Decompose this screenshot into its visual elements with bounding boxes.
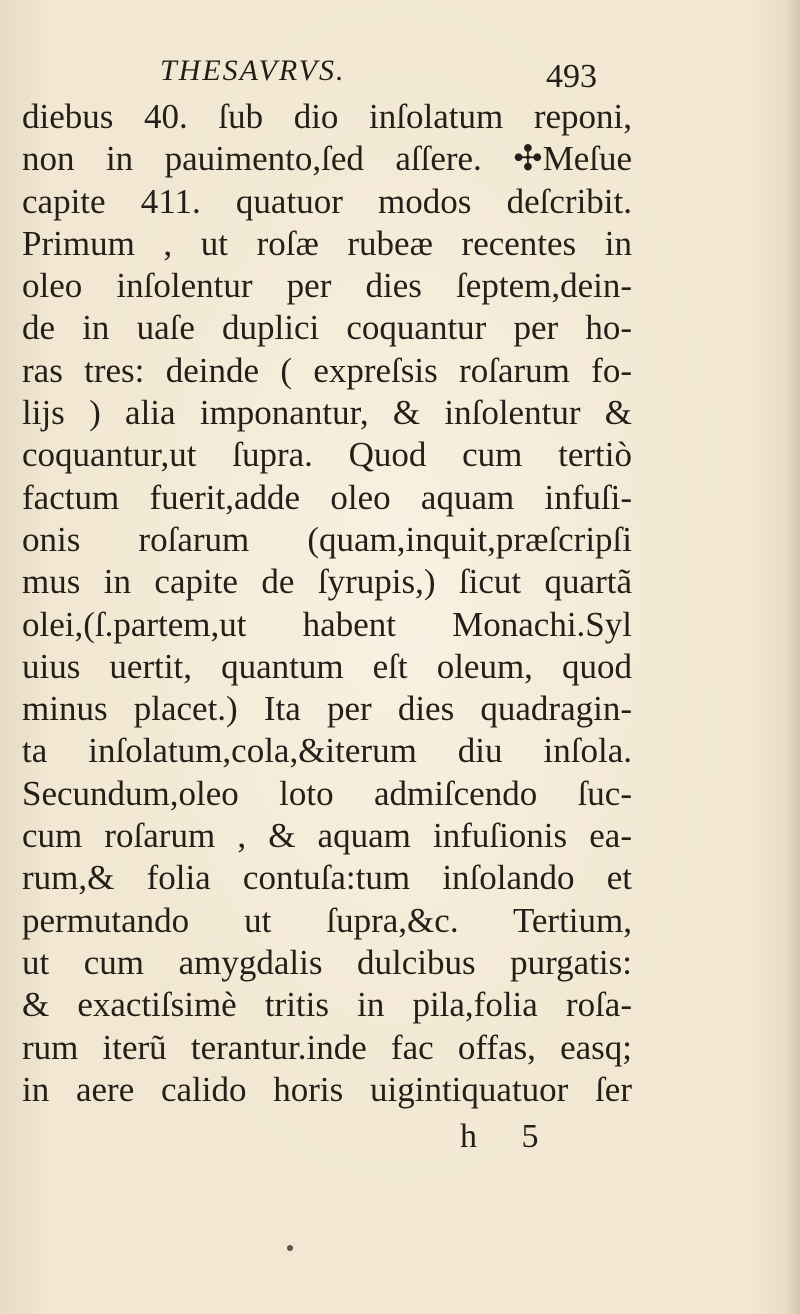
- ink-speck: [287, 1245, 293, 1251]
- text-line: lijs ) alia imponantur, & inſolentur &: [22, 393, 632, 433]
- text-line: in aere calido horis uigintiquatuor ſer: [22, 1069, 632, 1109]
- text-line: olei,(ſ.partem,ut habent Monachi.Syl: [22, 604, 632, 644]
- text-line: capite 411. quatuor modos deſcribit.: [22, 181, 632, 221]
- page-edge-shadow: [786, 0, 800, 1314]
- signature-mark: h 5: [460, 1118, 539, 1155]
- text-line: oleo inſolentur per dies ſeptem,dein-: [22, 266, 632, 306]
- text-line: non in pauimento,ſed aſſere. ✣Meſue: [22, 139, 632, 179]
- text-line: diebus 40. ſub dio inſolatum reponi,: [22, 97, 632, 136]
- text-line: Secundum,oleo loto admiſcendo ſuc-: [22, 773, 632, 813]
- text-line: coquantur,ut ſupra. Quod cum tertiò: [22, 435, 632, 475]
- text-line: rum iterũ terantur.inde fac offas, easq;: [22, 1027, 632, 1067]
- text-line: permutando ut ſupra,&c. Tertium,: [22, 900, 632, 940]
- text-line: onis roſarum (quam,inquit,præſcripſi: [22, 519, 632, 559]
- text-line: mus in capite de ſyrupis,) ſicut quartã: [22, 562, 632, 602]
- text-line: minus placet.) Ita per dies quadragin-: [22, 689, 632, 729]
- page-header: [0, 52, 800, 95]
- page-number: 493: [546, 58, 597, 95]
- text-line: factum fuerit,adde oleo aquam infuſi-: [22, 477, 632, 517]
- body-text: [22, 96, 632, 1111]
- text-line: de in uaſe duplici coquantur per ho-: [22, 308, 632, 348]
- text-line: Primum , ut roſæ rubeæ recentes in: [22, 223, 632, 263]
- text-line: rum,& folia contuſa:tum inſolando et: [22, 858, 632, 898]
- text-line: & exactiſsimè tritis in pila,folia roſa-: [22, 985, 632, 1025]
- text-line: cum roſarum , & aquam infuſionis ea-: [22, 816, 632, 856]
- text-line: uius uertit, quantum eſt oleum, quod: [22, 646, 632, 686]
- text-line: ras tres: deinde ( expreſsis roſarum fo-: [22, 350, 632, 390]
- text-line: ut cum amygdalis dulcibus purgatis:: [22, 942, 632, 982]
- text-line: ta inſolatum,cola,&iterum diu inſola.: [22, 731, 632, 771]
- running-head: THESAVRVS.: [160, 54, 346, 87]
